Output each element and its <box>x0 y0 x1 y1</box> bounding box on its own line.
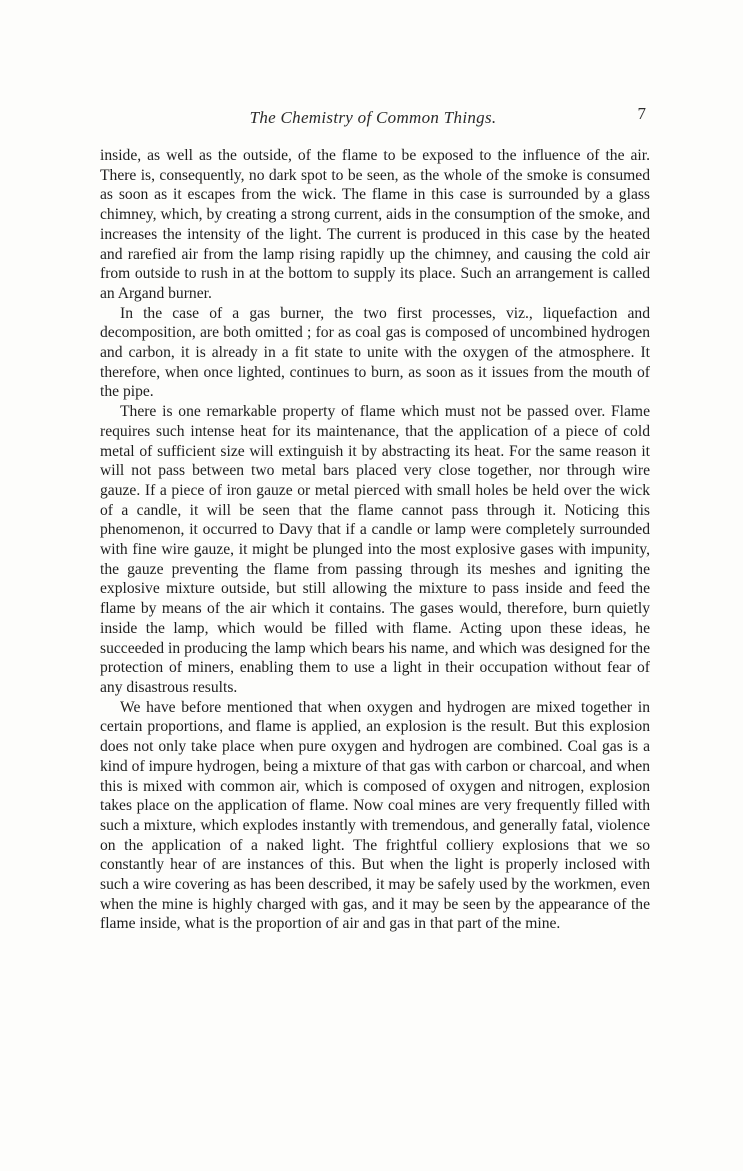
paragraph-flame-property: There is one remarkable property of flame which must not be passed over. Flame requires such intense heat for its maintenance, that the application of a piece of cold metal of sufficient size will extinguish it by abstracting its heat. For the same reason it will not pass between two metal bars placed very close together, nor through wire gauze. If a piece of iron gauze or metal pierced with small holes be held over the wick of a candle, it will be seen that the flame cannot pass through it. Noticing this phenomenon, it occurred to Davy that if a candle or lamp were completely surrounded with fine wire gauze, it might be plunged into the most explosive gases with impunity, the gauze preventing the flame from passing through its meshes and igniting the explosive mixture outside, but still allowing the mixture to pass inside and feed the flame by means of the air which it contains. The gases would, therefore, burn quietly inside the lamp, which would be filled with flame. Acting upon these ideas, he succeeded in producing the lamp which bears his name, and which was designed for the protection of miners, enabling them to use a light in their occupation without fear of any disastrous results. <box>100 403 650 696</box>
paragraph-explosions: We have before mentioned that when oxygen and hydrogen are mixed together in certain proportions, and flame is applied, an explosion is the result. But this explosion does not only take place when pure oxygen and hydrogen are combined. Coal gas is a kind of impure hydrogen, being a mixture of that gas with carbon or charcoal, and when this is mixed with common air, which is composed of oxygen and nitrogen, explosion takes place on the application of flame. Now coal mines are very frequently filled with such a mixture, which explodes instantly with tremendous, and generally fatal, violence on the application of a naked light. The frightful colliery explosions that we so constantly hear of are instances of this. But when the light is properly inclosed with such a wire covering as has been described, it may be safely used by the workmen, even when the mine is highly charged with gas, and it may be seen by the appearance of the flame inside, what is the proportion of air and gas in that part of the mine. <box>100 698 650 933</box>
running-head <box>100 104 646 132</box>
body-text <box>100 146 650 934</box>
paragraph-continued: inside, as well as the outside, of the flame to be exposed to the influence of the air. There is, consequently, no dark spot to be seen, as the whole of the smoke is consumed as soon as it escapes from the wick. The flame in this case is surrounded by a glass chimney, which, by creating a strong current, aids in the consumption of the smoke, and increases the intensity of the light. The current is produced in this case by the heated and rarefied air from the lamp rising rapidly up the chimney, and causing the cold air from outside to rush in at the bottom to supply its place. Such an arrangement is called an Argand burner. <box>100 147 650 302</box>
page-number: 7 <box>637 104 646 123</box>
running-title: The Chemistry of Common Things. <box>249 108 497 127</box>
paragraph-gas-burner: In the case of a gas burner, the two first processes, viz., liquefaction and decomposition, are both omitted ; for as coal gas is composed of uncombined hydrogen and carbon, it is already in a fit state to unite with the oxygen of the atmosphere. It therefore, when once lighted, continues to burn, as soon as it issues from the mouth of the pipe. <box>100 304 650 401</box>
